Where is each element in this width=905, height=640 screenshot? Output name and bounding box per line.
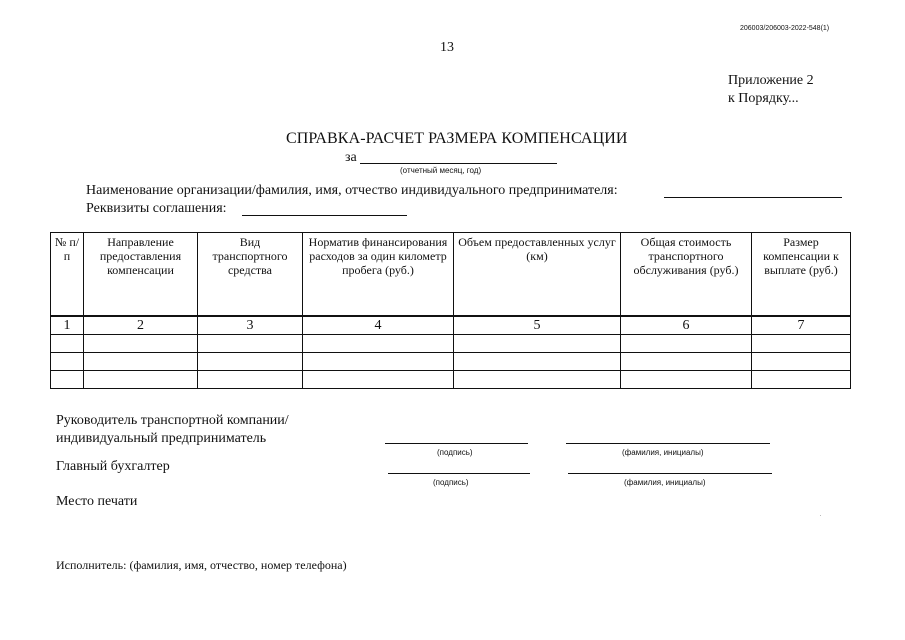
- column-number: 1: [51, 316, 84, 335]
- period-prefix: за: [345, 150, 357, 165]
- stamp-place-label: Место печати: [56, 494, 138, 509]
- compensation-table: [50, 232, 851, 389]
- column-header: [84, 233, 198, 317]
- table-row: [51, 353, 851, 371]
- head-signatory-label: Руководитель транспортной компании/ индивидуальный предприниматель: [56, 413, 289, 446]
- table-header-row: [51, 233, 851, 317]
- column-number: 6: [621, 316, 752, 335]
- table-cell[interactable]: [51, 371, 84, 389]
- appendix-line: Приложение 2: [728, 73, 814, 88]
- appendix-line: к Порядку...: [728, 91, 799, 106]
- table-cell[interactable]: [621, 371, 752, 389]
- name-caption: (фамилия, инициалы): [624, 478, 706, 487]
- table-cell[interactable]: [303, 353, 454, 371]
- table-cell[interactable]: [303, 335, 454, 353]
- column-header: [454, 233, 621, 317]
- period-caption: (отчетный месяц, год): [400, 166, 482, 175]
- table-cell[interactable]: [84, 371, 198, 389]
- column-header: [303, 233, 454, 317]
- column-header-text: Направление предоставления компенсации: [99, 235, 182, 277]
- column-header: [621, 233, 752, 317]
- table-cell[interactable]: [454, 335, 621, 353]
- column-header-text: Вид транспортного средства: [212, 235, 288, 277]
- accountant-label: Главный бухгалтер: [56, 459, 170, 474]
- table-cell[interactable]: [752, 335, 851, 353]
- scan-speck: [820, 515, 821, 516]
- table-cell[interactable]: [198, 353, 303, 371]
- table-cell[interactable]: [198, 371, 303, 389]
- column-header: [198, 233, 303, 317]
- requisites-blank-line: [242, 215, 407, 216]
- table-cell[interactable]: [51, 335, 84, 353]
- column-number-row: [51, 316, 851, 335]
- column-number: 4: [303, 316, 454, 335]
- accountant-signature-line: [388, 473, 530, 474]
- requisites-label: Реквизиты соглашения:: [86, 201, 227, 216]
- table-cell[interactable]: [84, 353, 198, 371]
- table-cell[interactable]: [454, 353, 621, 371]
- table-cell[interactable]: [84, 335, 198, 353]
- signature-caption: (подпись): [437, 448, 473, 457]
- table-cell[interactable]: [198, 335, 303, 353]
- column-number: 3: [198, 316, 303, 335]
- period-blank-line: [360, 163, 557, 164]
- table-row: [51, 371, 851, 389]
- document-id: 206003/206003-2022-548(1): [740, 25, 830, 32]
- column-header: [51, 233, 84, 317]
- table-cell[interactable]: [621, 353, 752, 371]
- column-header-text: Норматив финансирования расходов за один километр пробега (руб.): [308, 235, 448, 277]
- column-header-text: Размер компенсации к выплате (руб.): [763, 235, 839, 277]
- signature-caption: (подпись): [433, 478, 469, 487]
- organization-label: Наименование организации/фамилия, имя, отчество индивидуального предпринимателя:: [86, 183, 618, 198]
- table-cell[interactable]: [752, 353, 851, 371]
- page-number: 13: [440, 40, 454, 55]
- column-header: [752, 233, 851, 317]
- column-number: 7: [752, 316, 851, 335]
- column-number: 2: [84, 316, 198, 335]
- table-cell[interactable]: [454, 371, 621, 389]
- form-title: СПРАВКА-РАСЧЕТ РАЗМЕРА КОМПЕНСАЦИИ: [286, 130, 628, 147]
- organization-blank-line: [664, 197, 842, 198]
- column-header-text: Общая стоимость транспортного обслуживания (руб.): [633, 235, 739, 277]
- executor-label: Исполнитель: (фамилия, имя, отчество, номер телефона): [56, 558, 347, 572]
- column-number: 5: [454, 316, 621, 335]
- table-row: [51, 335, 851, 353]
- table-cell[interactable]: [621, 335, 752, 353]
- table-cell[interactable]: [303, 371, 454, 389]
- head-name-line: [566, 443, 770, 444]
- table-cell[interactable]: [752, 371, 851, 389]
- accountant-name-line: [568, 473, 772, 474]
- head-signature-line: [385, 443, 528, 444]
- column-header-text: Объем предоставленных услуг (км): [458, 235, 616, 263]
- table-cell[interactable]: [51, 353, 84, 371]
- name-caption: (фамилия, инициалы): [622, 448, 704, 457]
- appendix-note: [728, 72, 814, 108]
- column-header-text: № п/п: [54, 235, 80, 263]
